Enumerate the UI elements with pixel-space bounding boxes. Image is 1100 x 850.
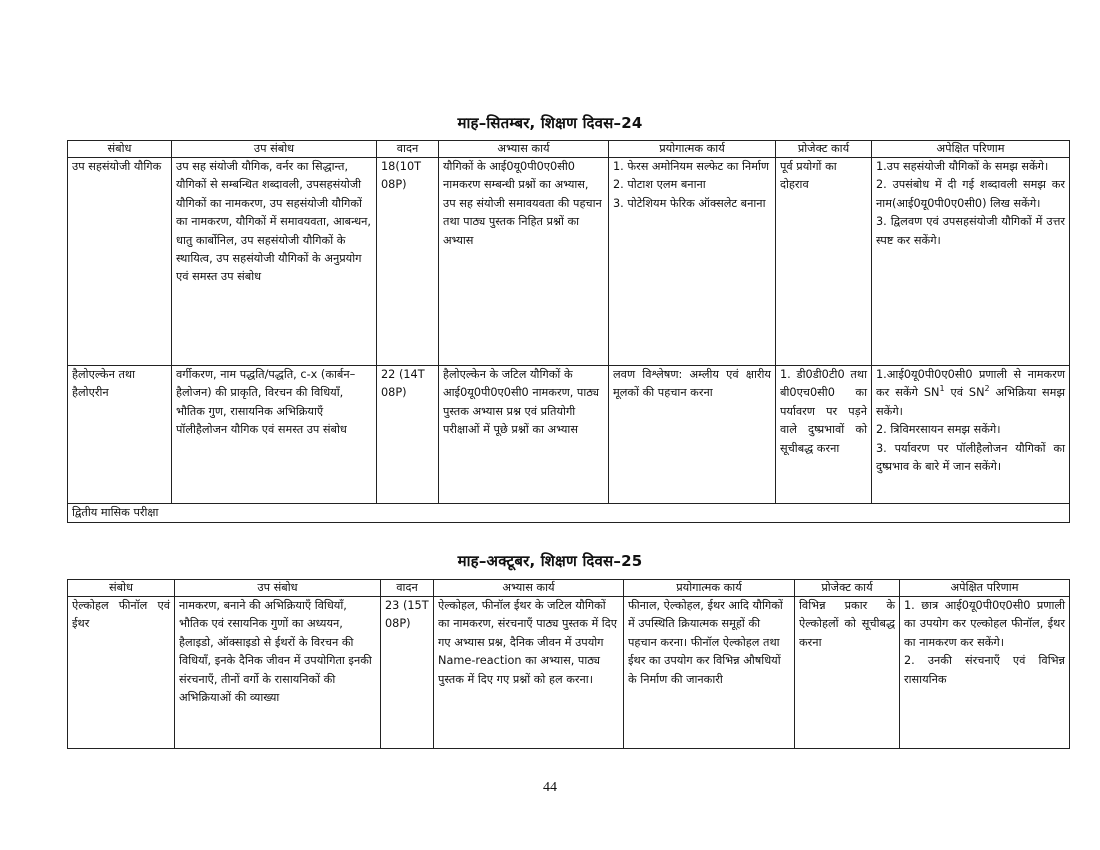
col-header-exercise: अभ्यास कार्य [434,580,624,597]
section2-title: माह–अक्टूबर, शिक्षण दिवस–25 [457,552,643,570]
col-header-periods: वादन [377,141,439,158]
project-cell: पूर्व प्रयोगों का दोहराव [776,158,872,366]
col-header-project: प्रोजेक्ट कार्य [795,580,900,597]
section1-title: माह–सितम्बर, शिक्षण दिवस–24 [457,114,643,132]
outcome-item: 3. द्विलवण एवं उपसहसंयोजी यौगिकों में उत्तर स्पष्ट कर सकेंगे। [876,215,1065,247]
practical-cell [609,158,776,366]
periods-cell: 22 (14T 08P) [377,366,439,504]
col-header-subtopic: उप संबोध [172,141,377,158]
col-header-outcome: अपेक्षित परिणाम [900,580,1070,597]
outcome-item: 2. उपसंबोध में दी गई शब्दावली समझ कर नाम(आई0यू0पी0ए0सी0) लिख सकेंगे। [876,178,1065,210]
table-row [68,158,1070,366]
col-header-subtopic: उप संबोध [175,580,381,597]
project-cell: 1. डी0डी0टी0 तथा बी0एच0सी0 का पर्यावरण पर पड़ने वाले दुष्प्रभावों को सूचीबद्ध करना [776,366,872,504]
practical-item: 3. पोटेशियम फेरिक ऑक्सलेट बनाना [613,196,766,210]
topic-cell: हैलोएल्केन तथा हैलोएरीन [68,366,172,504]
table-header-row [68,580,1070,597]
practical-cell: फीनाल, ऐल्कोहल, ईथर आदि यौगिकों में उपस्थिति क्रियात्मक समूहों की पहचान करना। फीनॉल ऐल्कोहल तथा ईथर का उपयोग कर विभिन्न औषधियों के निर्माण की जानकारी [624,597,795,749]
topic-cell: उप सहसंयोजी यौगिक [68,158,172,366]
outcome-item: 1.उप सहसंयोजी यौगिकों के समझ सकेंगे। [876,160,1049,173]
project-cell: विभिन्न प्रकार के ऐल्कोहलों को सूचीबद्ध करना [795,597,900,749]
outcome-cell [872,366,1070,504]
outcome-text: एवं SN [944,386,985,400]
periods-cell: 18(10T 08P) [377,158,439,366]
table-row [68,597,1070,749]
outcome-item: 1. छात्र आई0यू0पी0ए0सी0 प्रणाली का उपयोग कर एल्कोहल फीनॉल, ईथर का नामकरण कर सकेंगे। [904,599,1065,649]
outcome-text: अभिक्रिया समझ सकेंगे। [876,386,1065,418]
page-number: 44 [543,780,557,795]
subtopic-cell: नामकरण, बनाने की अभिक्रियाएँ विधियाँ, भौतिक एवं रसायनिक गुणों का अध्ययन, हैलाइडो, ऑक्साइडो से ईथरों के विरचन की विधियाँ, इनके दैनिक जीवन में उपयोगिता इनकी संरचनाएँ, तीनों वर्गो के रासायनिकों की अभिक्रियाओं की व्याख्या [175,597,381,749]
september-plan-table [67,140,1070,523]
exercise-cell: ऐल्कोहल, फीनॉल ईथर के जटिल यौगिकों का नामकरण, संरचनाएँ पाठ्य पुस्तक में दिए गए अभ्यास प्रश्न, दैनिक जीवन में उपयोग Name-reaction का अभ्यास, पाठ्य पुस्तक में दिए गए प्रश्नों को हल करना। [434,597,624,749]
superscript: 2 [984,384,990,394]
practical-item: 1. फेरस अमोनियम सल्फेट का निर्माण [613,160,770,173]
outcome-item: 2. उनकी संरचनाएँ एवं विभिन्न रासायनिक [904,654,1065,686]
col-header-exercise: अभ्यास कार्य [439,141,609,158]
col-header-outcome: अपेक्षित परिणाम [872,141,1070,158]
outcome-item [876,366,1065,421]
superscript: 1 [939,384,945,394]
table-header-row [68,141,1070,158]
exercise-cell: हैलोएल्केन के जटिल यौगिकों के आई0यू0पी0ए0सी0 नामकरण, पाठ्य पुस्तक अभ्यास प्रश्न एवं प्रतियोगी परीक्षाओं में पूछे प्रश्नों का अभ्यास [439,366,609,504]
col-header-project: प्रोजेक्ट कार्य [776,141,872,158]
subtopic-cell: उप सह संयोजी यौगिक, वर्नर का सिद्धान्त, यौगिकों से सम्बन्धित शब्दावली, उपसहसंयोजी यौगिकों का नामकरण, उप सहसंयोजी यौगिकों का नामकरण, यौगिकों में समावयवता, आबन्धन, धातु कार्बोनिल, उप सहसंयोजी यौगिकों के स्थायित्व, उप सहसंयोजी यौगिकों के अनुप्रयोग एवं समस्त उप संबोध [172,158,377,366]
table-row [68,366,1070,504]
outcome-item: 3. पर्यावरण पर पॉलीहैलोजन यौगिकों का दुष्प्रभाव के बारे में जान सकेंगे। [876,441,1065,474]
topic-cell: ऐल्कोहल फीनॉल एवं ईथर [68,597,175,749]
practical-item: लवण विश्लेषण: अम्लीय एवं क्षारीय मूलकों की पहचान करना [613,368,771,400]
periods-cell: 23 (15T 08P) [381,597,434,749]
outcome-cell [900,597,1070,749]
exam-row [68,504,1070,523]
outcome-item: 2. त्रिविमरसायन समझ सकेंगे। [876,423,1001,437]
october-plan-table [67,579,1070,749]
col-header-periods: वादन [381,580,434,597]
col-header-topic: संबोध [68,580,175,597]
col-header-topic: संबोध [68,141,172,158]
col-header-practical: प्रयोगात्मक कार्य [609,141,776,158]
outcome-text: 1.आई0यू0पी0ए0सी0 प्रणाली से नामकरण कर सकेंगे SN [876,368,1065,400]
exam-cell: द्वितीय मासिक परीक्षा [68,504,1070,523]
exercise-cell: यौगिकों के आई0यू0पी0ए0सी0 नामकरण सम्बन्धी प्रश्नों का अभ्यास, उप सह संयोजी समावयवता की पहचान तथा पाठ्य पुस्तक निहित प्रश्नों का अभ्यास [439,158,609,366]
outcome-cell [872,158,1070,366]
col-header-practical: प्रयोगात्मक कार्य [624,580,795,597]
practical-item: 2. पोटाश एलम बनाना [613,178,706,192]
subtopic-cell: वर्गीकरण, नाम पद्धति/पद्धति, c-x (कार्बन–हैलोजन) की प्राकृति, विरचन की विधियाँ, भौतिक गुण, रासायनिक अभिक्रियाएँ पॉलीहैलोजन यौगिक एवं समस्त उप संबोध [172,366,377,504]
practical-cell [609,366,776,504]
